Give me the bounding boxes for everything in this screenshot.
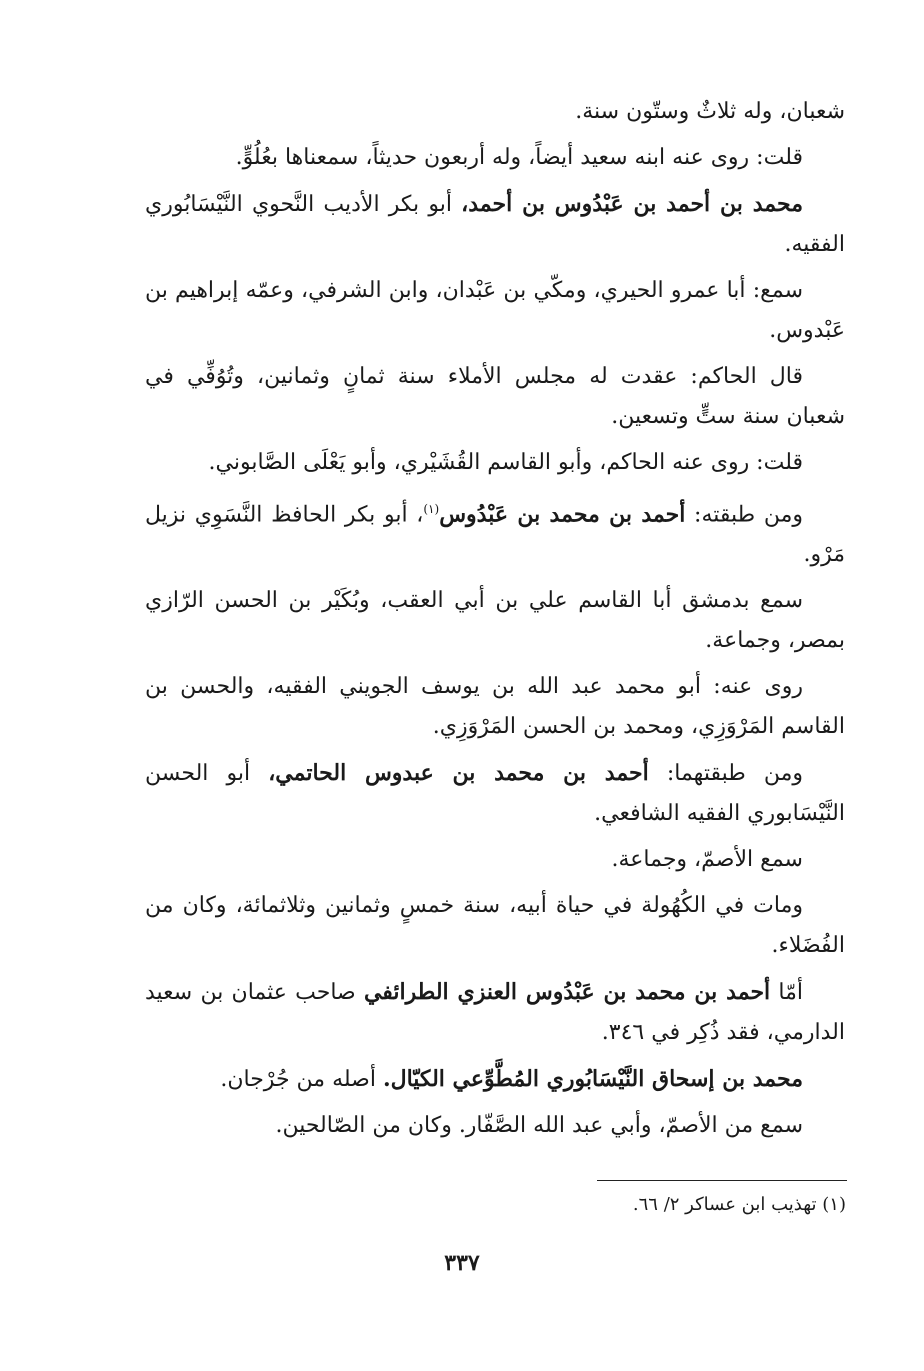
entry-heading: محمد بن أحمد بن عَبْدُوس بن أحمد،: [461, 191, 803, 217]
entry-muhammad-ibn-ahmad: محمد بن أحمد بن عَبْدُوس بن أحمد، أبو بكر الأديب النَّحوي النَّيْسَابُوري الفقيه.: [145, 191, 845, 257]
paragraph-2: قلت: روى عنه ابنه سعيد أيضاً، وله أربعون حديثاً، سمعناها بعُلُوٍّ.: [235, 145, 803, 170]
entry-heading: محمد بن إسحاق النَّيْسَابُوري المُطَّوِّعي الكيّال.: [382, 1066, 803, 1093]
paragraph-11: سمع الأصمّ، وجماعة.: [611, 847, 803, 873]
page-number: ٣٣٧: [444, 1250, 480, 1276]
entry-ahmad-ibn-muhammad-nasawi: ومن طبقته: أحمد بن محمد بن عَبْدُوس$^{(١)}$، أبو بكر الحافظ النَّسَوِي نزيل مَرْو.: [145, 501, 845, 568]
entry-heading: أحمد بن محمد بن عَبْدُوس العنزي الطرائفي: [363, 979, 771, 1006]
footnote-marker[interactable]: (١): [423, 502, 440, 516]
entry-ahmad-hatimi: ومن طبقتهما: أحمد بن محمد بن عبدوس الحاتمي، أبو الحسن النَّيْسَابوري الفقيه الشافعي.: [145, 760, 845, 827]
paragraph-9: روى عنه: أبو محمد عبد الله بن يوسف الجويني الفقيه، والحسن بن القاسم المَرْوَزِي، ومحمد بن الحسن المَرْوَزِي.: [145, 674, 845, 740]
paragraph-12: ومات في الكُهُولة في حياة أبيه، سنة خمسٍ وثمانين وثلاثمائة، وكان من الفُضَلاء.: [145, 893, 845, 959]
entry-heading: أحمد بن محمد بن عبدوس الحاتمي،: [268, 760, 649, 787]
paragraph-8: سمع بدمشق أبا القاسم علي بن أبي العقب، وبُكَيْر بن الحسن الرّازي بمصر، وجماعة.: [145, 588, 845, 654]
paragraph-1: شعبان، وله ثلاثٌ وستّون سنة.: [575, 99, 845, 124]
entry-muhammad-ibn-ishaq: محمد بن إسحاق النَّيْسَابُوري المُطَّوِّعي الكيّال. أصله من جُرْجان.: [220, 1066, 803, 1093]
paragraph-6: قلت: روى عنه الحاكم، وأبو القاسم القُشَيْري، وأبو يَعْلَى الصَّابوني.: [208, 450, 803, 475]
entry-heading: أحمد بن محمد بن عَبْدُوس: [439, 501, 686, 528]
paragraph-5: قال الحاكم: عقدت له مجلس الأملاء سنة ثمانٍ وثمانين، وتُوُفِّي في شعبان سنة ستٍّ وتسعين.: [145, 364, 845, 429]
footnote: (١) تهذيب ابن عساكر ٢/ ٦٦.: [632, 1194, 846, 1215]
page-body: [145, 92, 845, 1152]
paragraph-4: سمع: أبا عمرو الحيري، ومكّي بن عَبْدان، وابن الشرفي، وعمّه إبراهيم بن عَبْدوس.: [145, 278, 845, 343]
entry-ahmad-taraifi: أمّا أحمد بن محمد بن عَبْدُوس العنزي الطرائفي صاحب عثمان بن سعيد الدارمي، فقد ذُكِر في ٣٤٦.: [145, 979, 845, 1046]
paragraph-15: سمع من الأصمّ، وأبي عبد الله الصَّفّار. وكان من الصّالحين.: [275, 1113, 803, 1139]
footnote-divider: [597, 1180, 847, 1181]
